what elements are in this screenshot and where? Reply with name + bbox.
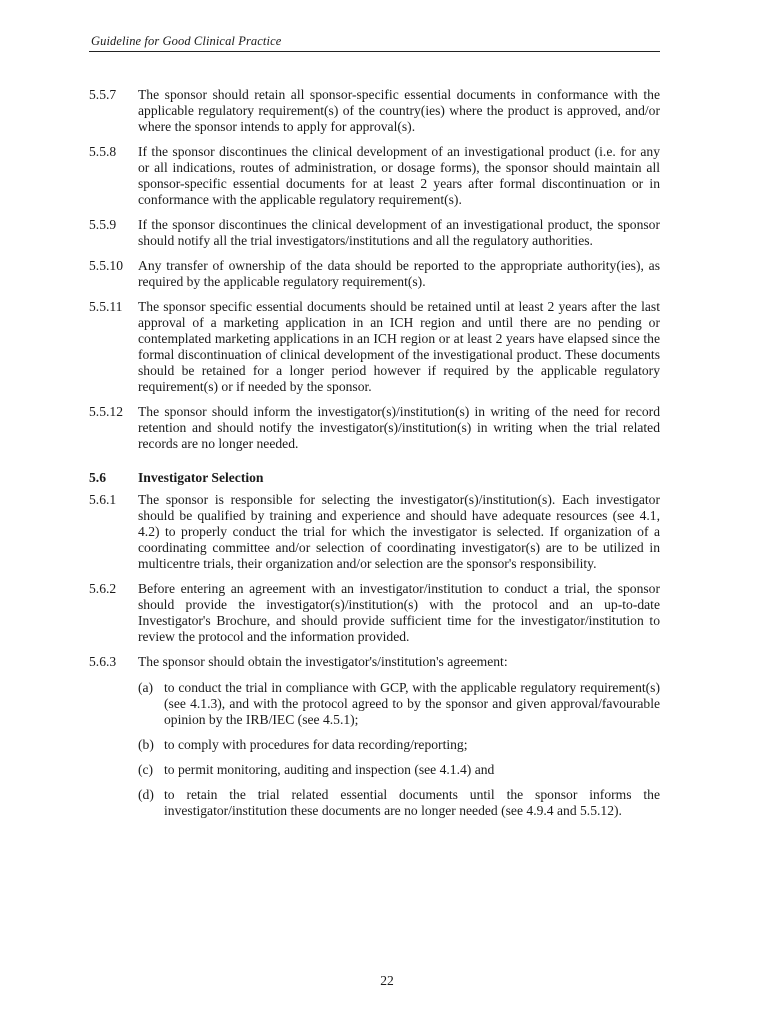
list-item-letter: (b)	[138, 737, 154, 752]
list-item-text: to retain the trial related essential documents until the sponsor informs the investigator/institution these documents are no longer needed (see 4.9.4 and 5.5.12).	[164, 787, 660, 818]
clause-5-5-11	[89, 299, 660, 395]
clause-5-5-8	[89, 144, 660, 208]
clause-number: 5.5.10	[89, 258, 123, 273]
clause-text: The sponsor specific essential documents should be retained until at least 2 years after the last approval of a marketing application in an ICH region and until there are no pending or contemplated marketing applications in an ICH region or at least 2 years have elapsed since the formal discontinuation of clinical development of the investigational product. These documents should be retained for a longer period however if required by the applicable regulatory requirement(s) or if needed by the sponsor.	[138, 299, 660, 394]
clause-5-6-3	[89, 654, 660, 670]
clause-number: 5.6.2	[89, 581, 117, 596]
section-title: Investigator Selection	[138, 470, 264, 485]
clause-5-6-1	[89, 492, 660, 572]
page-number: 22	[380, 973, 394, 988]
list-item	[138, 680, 660, 728]
clause-number: 5.5.7	[89, 87, 117, 102]
clause-number: 5.5.9	[89, 217, 117, 232]
clause-text: The sponsor should obtain the investigator's/institution's agreement:	[138, 654, 508, 669]
list-item-text: to permit monitoring, auditing and inspection (see 4.1.4) and	[164, 762, 495, 777]
list-item	[138, 737, 660, 753]
clause-number: 5.5.8	[89, 144, 117, 159]
clause-text: If the sponsor discontinues the clinical development of an investigational product (i.e. for any or all indications, routes of administration, or dosage forms), the sponsor should maintain all sponsor-specific essential documents for at least 2 years after formal discontinuation or in conformance with the applicable regulatory requirement(s).	[138, 144, 660, 207]
header-divider	[89, 51, 660, 52]
clause-5-5-7	[89, 87, 660, 135]
running-header: Guideline for Good Clinical Practice	[91, 34, 282, 48]
list-item	[138, 762, 660, 778]
clause-number: 5.6.1	[89, 492, 117, 507]
clause-5-5-12	[89, 404, 660, 452]
clause-text: The sponsor should inform the investigator(s)/institution(s) in writing of the need for record retention and should notify the investigator(s)/institution(s) in writing when the trial related records are no longer needed.	[138, 404, 660, 451]
section-heading	[89, 470, 660, 486]
clause-text: If the sponsor discontinues the clinical development of an investigational product, the sponsor should notify all the trial investigators/institutions and all the regulatory authorities.	[138, 217, 660, 248]
clause-text: Before entering an agreement with an investigator/institution to conduct a trial, the sponsor should provide the investigator(s)/institution(s) with the protocol and an up-to-date Investigator's Brochure, and should provide sufficient time for the investigator/institution to review the protocol and the information provided.	[138, 581, 660, 644]
clause-5-6-2	[89, 581, 660, 645]
list-item-letter: (a)	[138, 680, 154, 695]
agreement-list	[138, 680, 660, 819]
list-item-letter: (d)	[138, 787, 154, 802]
list-item	[138, 787, 660, 819]
clause-text: The sponsor should retain all sponsor-specific essential documents in conformance with the applicable regulatory requirement(s) of the country(ies) where the product is approved, and/or where the sponsor intends to apply for approval(s).	[138, 87, 660, 134]
list-item-letter: (c)	[138, 762, 154, 777]
clause-text: The sponsor is responsible for selecting the investigator(s)/institution(s). Each investigator should be qualified by training and experience and should have adequate resources (see 4.1, 4.2) to properly conduct the trial for which the investigator is selected. If organization of a coordinating committee and/or selection of coordinating investigator(s) are to be utilized in multicentre trials, their organization and/or selection are the sponsor's responsibility.	[138, 492, 660, 571]
list-item-text: to comply with procedures for data recording/reporting;	[164, 737, 468, 752]
clause-5-5-9	[89, 217, 660, 249]
clause-number: 5.5.12	[89, 404, 123, 419]
document-body	[89, 87, 660, 828]
clause-5-5-10	[89, 258, 660, 290]
section-number: 5.6	[89, 470, 106, 485]
clause-number: 5.6.3	[89, 654, 117, 669]
clause-number: 5.5.11	[89, 299, 123, 314]
clause-text: Any transfer of ownership of the data should be reported to the appropriate authority(ies), as required by the applicable regulatory requirement(s).	[138, 258, 660, 289]
list-item-text: to conduct the trial in compliance with GCP, with the applicable regulatory requirement(s) (see 4.1.3), and with the protocol agreed to by the sponsor and given approval/favourable opinion by the IRB/IEC (see 4.5.1);	[164, 680, 660, 727]
